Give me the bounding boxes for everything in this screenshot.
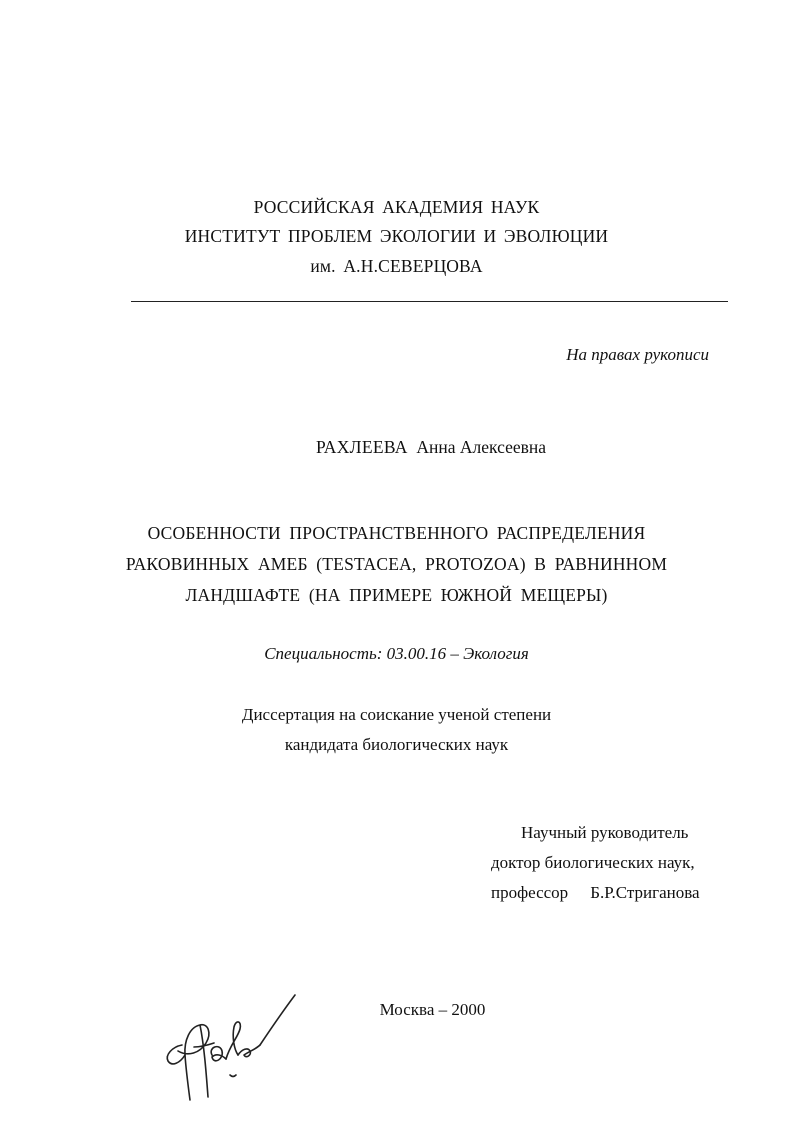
header-divider <box>131 301 728 302</box>
author-surname: РАХЛЕЕВА <box>316 437 408 457</box>
supervisor-title <box>491 883 700 903</box>
institute-name: ИНСТИТУТ ПРОБЛЕМ ЭКОЛОГИИ И ЭВОЛЮЦИИ <box>184 226 609 246</box>
dissertation-title-line-3: ЛАНДШАФТЕ (НА ПРИМЕРЕ ЮЖНОЙ МЕЩЕРЫ) <box>185 585 608 605</box>
place-and-year: Москва – 2000 <box>379 1000 486 1019</box>
supervisor-label: Научный руководитель <box>521 823 689 842</box>
author-name <box>316 437 546 457</box>
degree-line-1: Диссертация на соискание ученой степени <box>241 705 552 724</box>
specialty: Специальность: 03.00.16 – Экология <box>264 644 529 663</box>
dissertation-title-line-2: РАКОВИННЫХ АМЕБ (TESTACEA, PROTOZOA) В РАВНИННОМ <box>125 554 668 574</box>
academy-name: РОССИЙСКАЯ АКАДЕМИЯ НАУК <box>253 197 540 217</box>
handwritten-signature <box>160 985 305 1110</box>
supervisor-degree: доктор биологических наук, <box>491 853 695 872</box>
dissertation-title-line-1: ОСОБЕННОСТИ ПРОСТРАНСТВЕННОГО РАСПРЕДЕЛЕНИЯ <box>147 523 646 543</box>
degree-line-2: кандидата биологических наук <box>284 735 509 754</box>
author-given-names: Анна Алексеевна <box>416 437 547 457</box>
manuscript-note: На правах рукописи <box>566 345 709 364</box>
supervisor-position: профессор <box>491 883 569 902</box>
institute-named-after: им. А.Н.СЕВЕРЦОВА <box>310 256 483 276</box>
supervisor-name: Б.Р.Стриганова <box>590 883 700 902</box>
